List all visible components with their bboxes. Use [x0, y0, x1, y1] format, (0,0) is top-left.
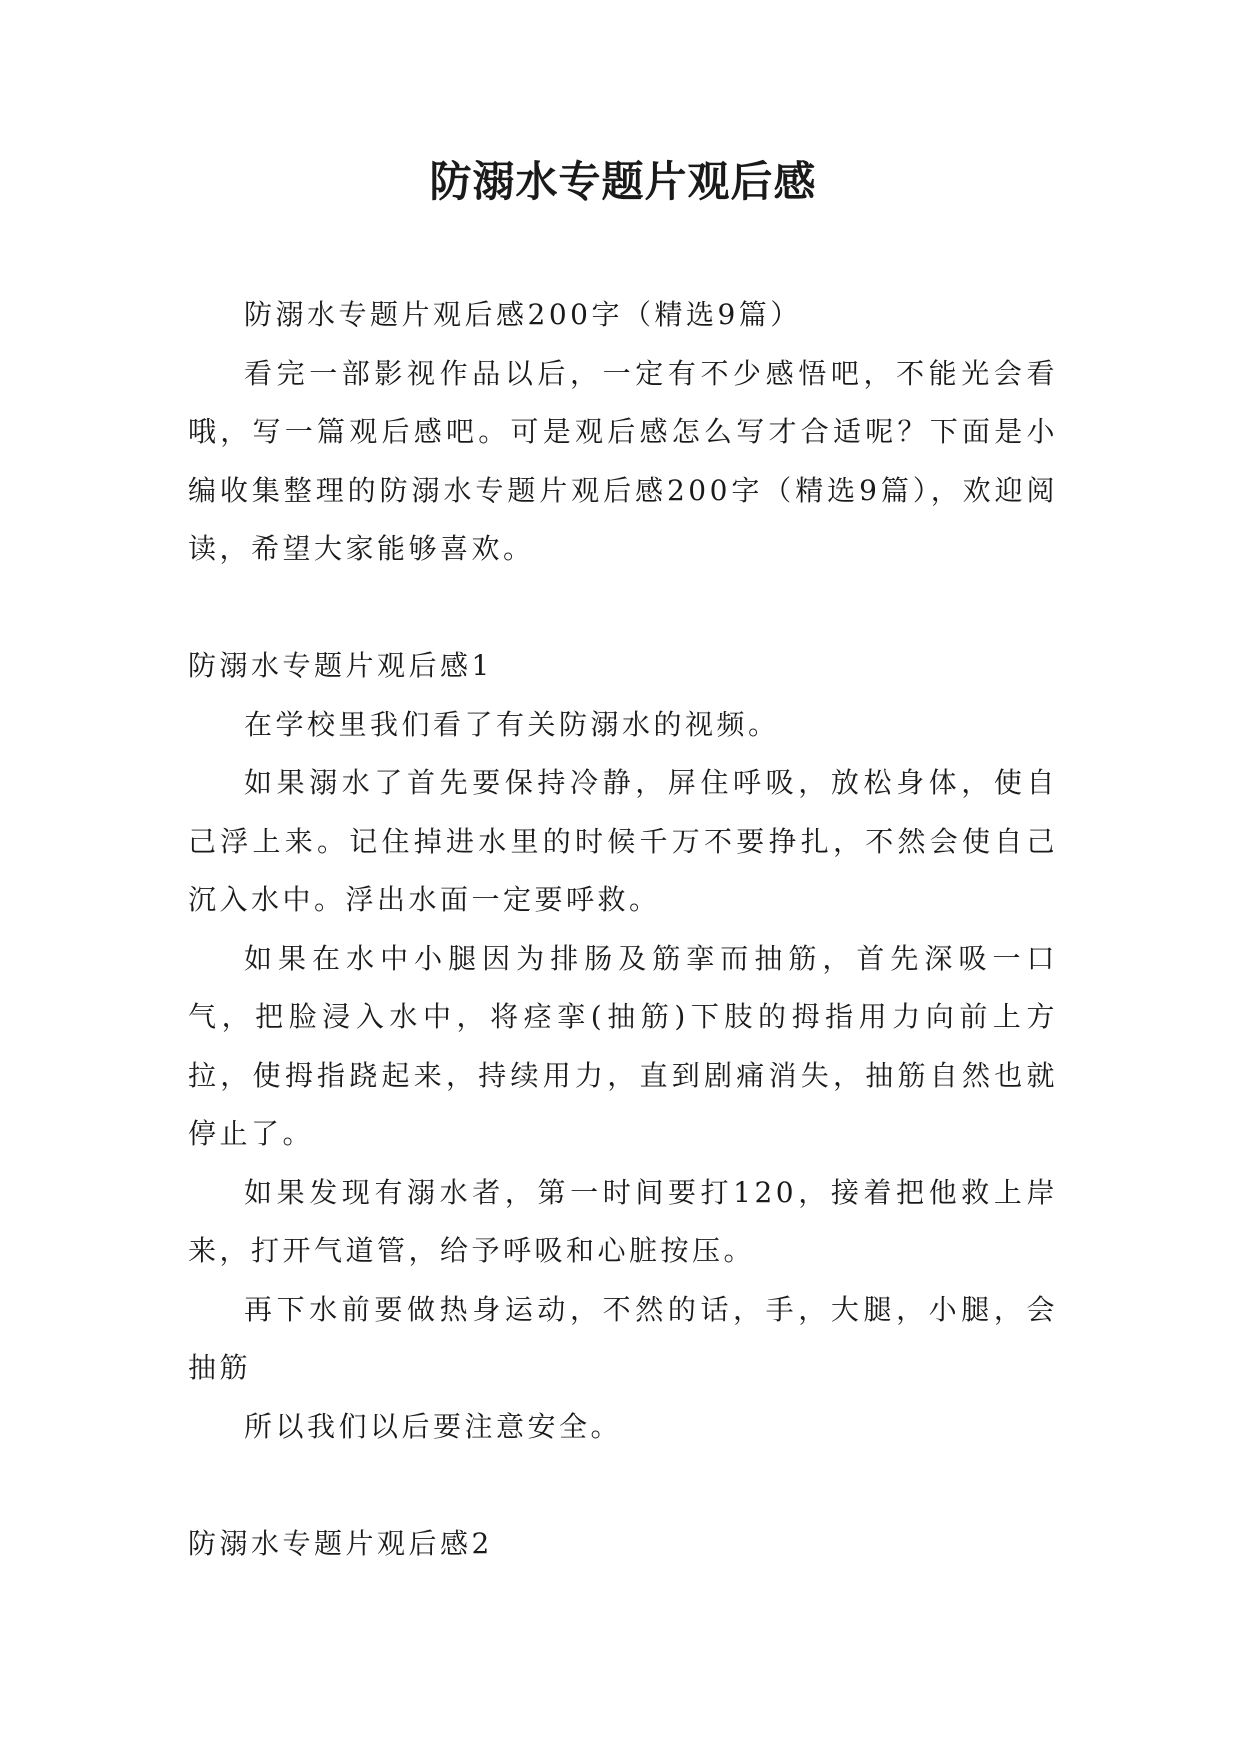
section-1-paragraph-4: 如果发现有溺水者，第一时间要打120，接着把他救上岸来，打开气道管，给予呼吸和心脏按压。: [188, 1175, 1058, 1267]
section-spacer: [188, 1456, 1058, 1515]
document-body: [188, 286, 1058, 1573]
document-subtitle: 防溺水专题片观后感200字（精选9篇）: [244, 298, 802, 331]
intro-paragraph: 看完一部影视作品以后，一定有不少感悟吧，不能光会看哦，写一篇观后感吧。可是观后感怎么写才合适呢？下面是小编收集整理的防溺水专题片观后感200字（精选9篇），欢迎阅读，希望大家能够喜欢。: [188, 356, 1058, 565]
section-heading-1: 防溺水专题片观后感1: [188, 649, 493, 682]
section-1-paragraph-1: 在学校里我们看了有关防溺水的视频。: [244, 707, 780, 741]
section-1-paragraph-3: 如果在水中小腿因为排肠及筋挛而抽筋，首先深吸一口气，把脸浸入水中，将痉挛(抽筋)下肢的拇指用力向前上方拉，使拇指跷起来，持续用力，直到剧痛消失，抽筋自然也就停止了。: [188, 941, 1058, 1150]
section-1-paragraph-5: 再下水前要做热身运动，不然的话，手，大腿，小腿，会抽筋: [188, 1292, 1058, 1384]
section-heading-2: 防溺水专题片观后感2: [188, 1526, 493, 1560]
section-1-paragraph-2: 如果溺水了首先要保持冷静，屏住呼吸，放松身体，使自己浮上来。记住掉进水里的时候千万不要挣扎，不然会使自己沉入水中。浮出水面一定要呼救。: [188, 766, 1058, 916]
section-1-paragraph-6: 所以我们以后要注意安全。: [244, 1409, 623, 1443]
section-spacer: [188, 579, 1058, 638]
document-title: 防溺水专题片观后感: [429, 157, 817, 206]
